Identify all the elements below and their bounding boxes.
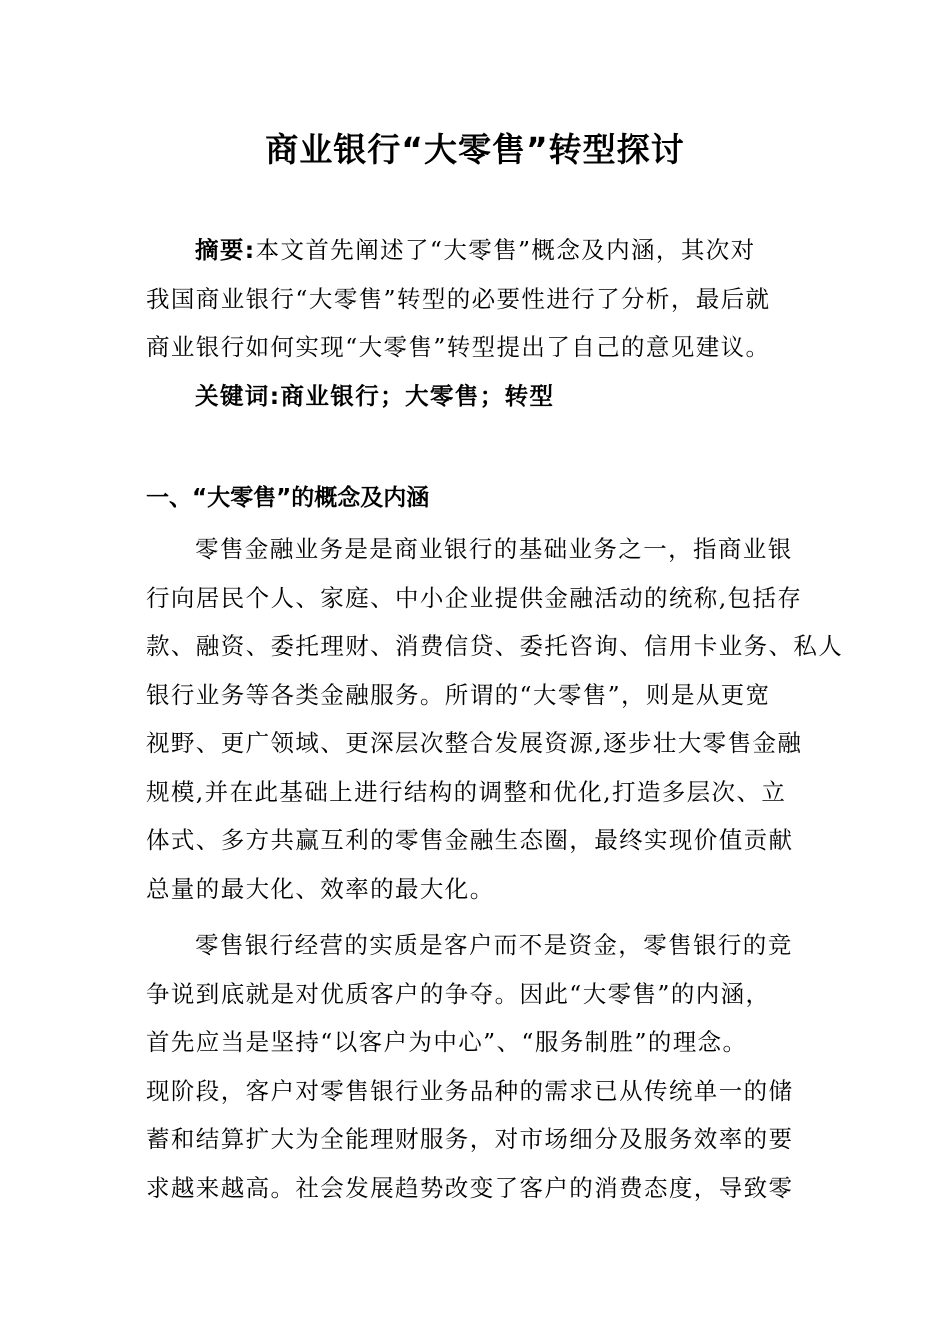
paragraph-line: 银行业务等各类金融服务。所谓的“大零售”，则是从更宽 <box>146 680 771 709</box>
paragraph-line: 求越来越高。社会发展趋势改变了客户的消费态度，导致零 <box>146 1173 794 1202</box>
paragraph-line: 零售金融业务是是商业银行的基础业务之一，指商业银 <box>195 535 793 563</box>
abstract-label: 摘要: <box>195 236 256 264</box>
abstract-block <box>146 226 808 420</box>
paragraph-line: 款、融资、委托理财、消费信贷、委托咨询、信用卡业务、私人 <box>146 632 844 660</box>
paragraph-line: 体式、多方共赢互利的零售金融生态圈，最终实现价值贡献 <box>146 826 794 854</box>
abstract-line: 商业银行如何实现“大零售”转型提出了自己的意见建议。 <box>146 333 771 361</box>
paragraph-line: 规模,并在此基础上进行结构的调整和优化,打造多层次、立 <box>146 777 787 806</box>
paragraph-line: 行向居民个人、家庭、中小企业提供金融活动的统称,包括存 <box>146 583 803 612</box>
paragraph-line: 现阶段，客户对零售银行业务品种的需求已从传统单一的储 <box>146 1076 794 1105</box>
paragraph-line: 总量的最大化、效率的最大化。 <box>146 874 495 903</box>
abstract-line: 我国商业银行“大零售”转型的必要性进行了分析，最后就 <box>146 284 771 313</box>
paragraph-2 <box>146 921 808 1212</box>
paragraph-line: 零售银行经营的实质是客户而不是资金，零售银行的竞 <box>195 931 793 959</box>
paragraph-line: 视野、更广领域、更深层次整合发展资源,逐步壮大零售金融 <box>146 729 803 757</box>
paragraph-line: 蓄和结算扩大为全能理财服务，对市场细分及服务效率的要 <box>146 1125 794 1153</box>
abstract-text: 本文首先阐述了“大零售”概念及内涵，其次对 <box>255 236 756 264</box>
keywords-line <box>146 372 808 421</box>
keywords-label: 关键词: <box>195 381 281 410</box>
abstract-line <box>146 226 808 275</box>
section-heading: 一、“大零售”的概念及内涵 <box>146 485 430 511</box>
paragraph-1 <box>146 525 844 913</box>
document-title: 商业银行“大零售”转型探讨 <box>265 130 685 169</box>
paragraph-line: 争说到底就是对优质客户的争夺。因此“大零售”的内涵， <box>146 979 771 1008</box>
keywords-text: 商业银行；大零售；转型 <box>280 381 555 410</box>
paragraph-line: 首先应当是坚持“以客户为中心”、“服务制胜”的理念。 <box>146 1028 748 1056</box>
